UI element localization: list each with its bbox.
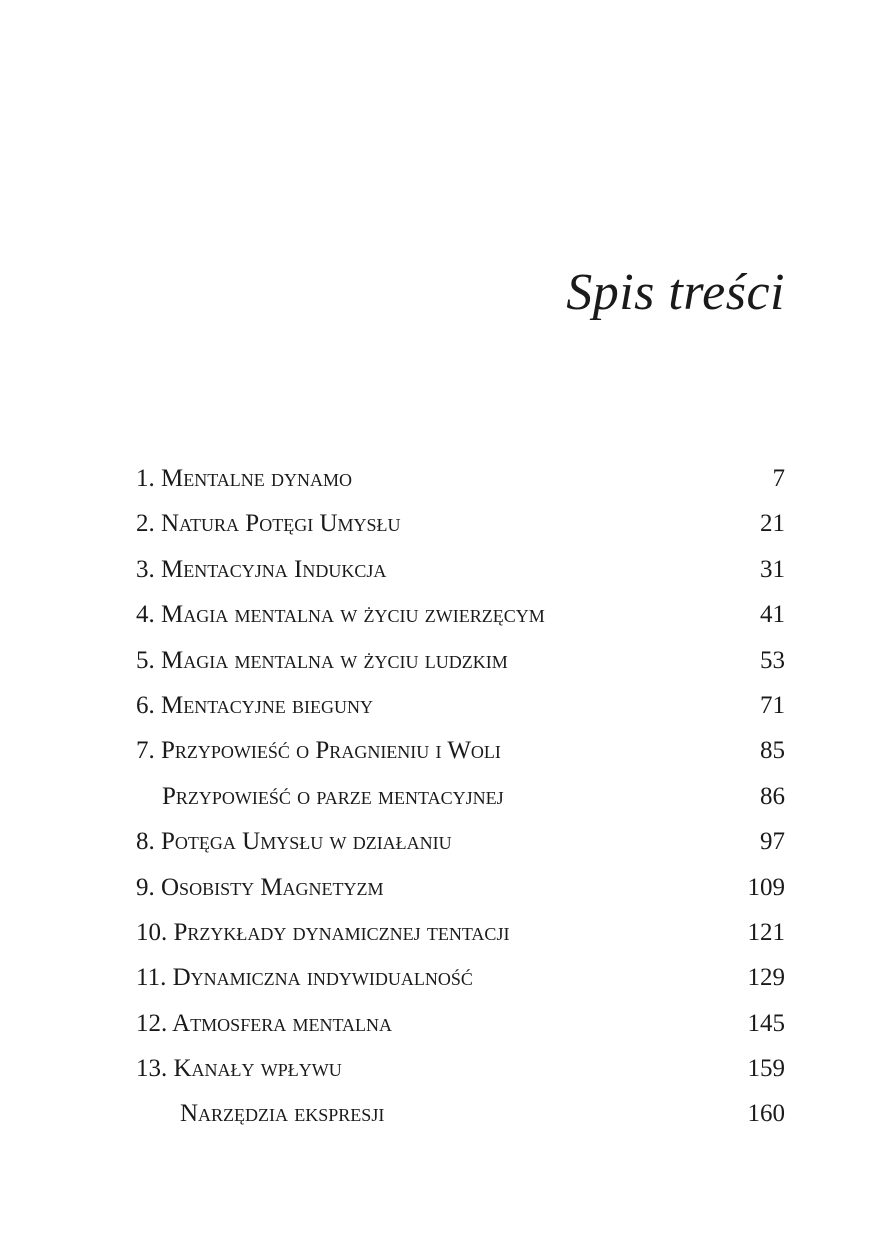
toc-entry-title [136,1046,342,1091]
toc-subentry [136,774,785,819]
toc-entry-label: Przykłady dynamicznej tentacji [173,918,510,946]
toc-entry [136,1001,785,1046]
toc-entry-page: 86 [760,782,785,810]
toc-entry-page: 7 [772,465,785,492]
toc-entry-label: Dynamiczna indywidualność [172,964,473,992]
toc-entry-label: Osobisty Magnetyzm [161,873,384,901]
toc-entry [136,501,785,546]
toc-entry-number: 10. [136,918,168,946]
toc-entry-label: Magia mentalna w życiu ludzkim [161,646,508,674]
toc-entry-page: 129 [747,964,785,992]
toc-entry-label: Mentacyjne bieguny [161,691,374,719]
toc-entry [136,1046,785,1091]
toc-entry [136,456,785,501]
toc-entry-number: 4. [136,601,155,629]
toc-entry-title [136,955,473,1000]
toc-subentry [136,1091,785,1136]
toc-entry [136,819,785,864]
toc-entry-page: 160 [747,1100,785,1128]
toc-entry-title [136,865,384,910]
toc-entry-page: 21 [760,510,785,538]
toc-entry [136,638,785,683]
toc-entry-title [136,1001,392,1046]
toc-entry [136,728,785,773]
toc-entry-number: 5. [136,646,155,674]
toc-entry-title [136,638,508,683]
toc-entry-title [136,547,386,592]
toc-entry-label: Magia mentalna w życiu zwierzęcym [161,601,545,629]
toc-entry-number: 1. [136,465,155,492]
toc-entry-page: 85 [760,737,785,765]
toc-entry-title [136,819,452,864]
toc-entry [136,955,785,1000]
toc-entry-title [136,910,509,955]
toc-entry-page: 31 [760,555,785,583]
toc-entry-page: 109 [747,873,785,901]
page-title: Spis treści [566,264,785,321]
toc-entry-page: 53 [760,646,785,674]
toc-entry-number: 8. [136,828,155,856]
toc-entry-title [136,456,352,501]
toc-entry-number: 2. [136,510,155,538]
toc-entry-label: Natura Potęgi Umysłu [161,510,401,538]
toc-entry-page: 145 [747,1009,785,1037]
toc-entry-page: 71 [760,691,785,719]
toc-entry-label: Mentalne dynamo [161,465,353,492]
toc-entry-number: 11. [136,964,167,992]
toc-entry-label: Mentacyjna Indukcja [161,555,387,583]
toc-entry-label: Atmosfera mentalna [172,1009,392,1037]
toc-entry-number: 7. [136,737,155,765]
table-of-contents [136,456,785,1137]
toc-entry-title [136,683,373,728]
toc-entry [136,910,785,955]
toc-entry [136,865,785,910]
toc-entry-title [136,728,501,773]
toc-entry-title: Przypowieść o parze mentacyjnej [162,782,504,810]
toc-entry-page: 159 [747,1055,785,1083]
toc-entry-label: Kanały wpływu [173,1055,342,1083]
toc-entry-number: 12. [136,1009,168,1037]
toc-entry-number: 9. [136,873,155,901]
toc-entry-label: Przypowieść o Pragnieniu i Woli [161,737,501,765]
toc-entry [136,547,785,592]
toc-entry [136,592,785,637]
toc-entry-title: Narzędzia ekspresji [180,1100,385,1128]
toc-entry-title [136,501,401,546]
toc-entry-page: 41 [760,601,785,629]
toc-entry-label: Potęga Umysłu w działaniu [161,828,452,856]
toc-entry [136,683,785,728]
toc-entry-page: 121 [747,918,785,946]
toc-entry-number: 13. [136,1055,168,1083]
toc-entry-number: 6. [136,691,155,719]
toc-entry-title [136,592,545,637]
toc-entry-page: 97 [760,828,785,856]
toc-entry-number: 3. [136,555,155,583]
